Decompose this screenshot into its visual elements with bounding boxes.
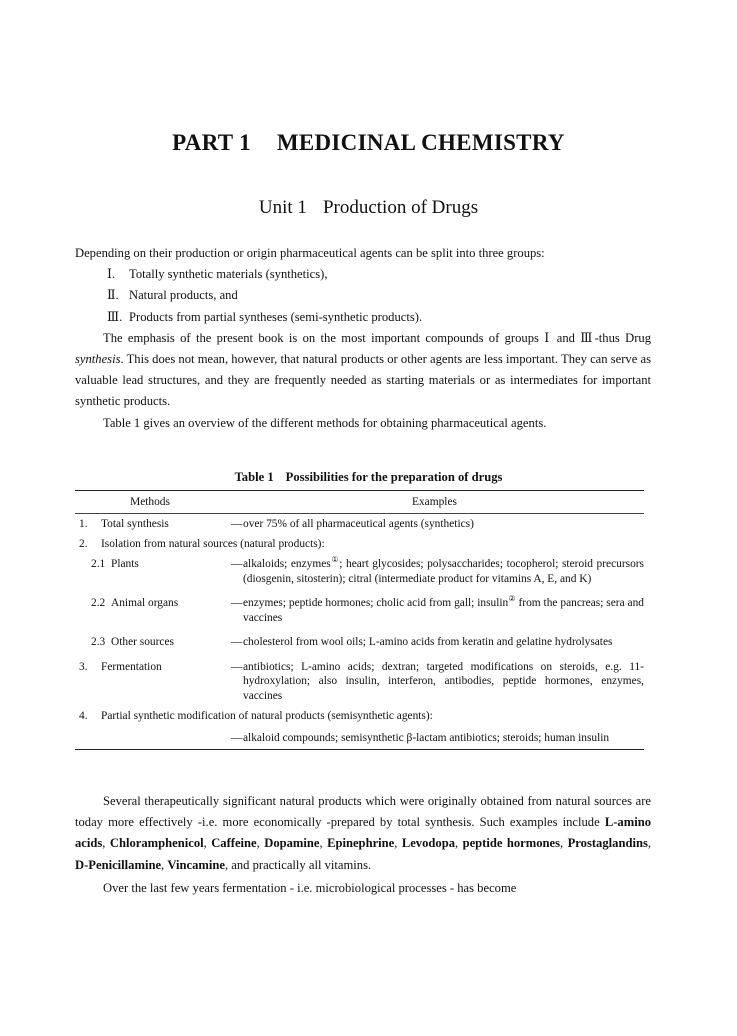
bold-example: D-Penicillamine bbox=[75, 857, 162, 872]
bold-example: Chloramphenicol bbox=[109, 836, 204, 851]
row-method: Fermentation bbox=[101, 660, 162, 673]
row-method: Total synthesis bbox=[101, 518, 169, 530]
preparation-table bbox=[75, 490, 644, 750]
row-example: alkaloids; enzymes bbox=[243, 558, 331, 570]
row-dash: — bbox=[231, 731, 243, 744]
bold-example: Epinephrine bbox=[327, 836, 395, 851]
table-row bbox=[75, 731, 644, 746]
separator: , bbox=[203, 836, 212, 851]
row-number: 4. bbox=[79, 710, 88, 722]
row-example: cholesterol from wool oils; L-amino acids from keratin and gelatine hydrolysates bbox=[243, 636, 613, 648]
row-method: Isolation from natural sources (natural products): bbox=[101, 537, 325, 550]
part-title: MEDICINAL CHEMISTRY bbox=[276, 130, 565, 155]
footnote-marker: ① bbox=[330, 555, 340, 565]
separator: , bbox=[455, 836, 463, 851]
emphasis-italic: synthesis bbox=[75, 352, 121, 367]
table-row bbox=[75, 660, 644, 704]
row-example: over 75% of all pharmaceutical agents (synthetics) bbox=[243, 518, 474, 530]
table-row bbox=[75, 596, 644, 625]
table-row bbox=[75, 557, 644, 586]
group-item bbox=[107, 285, 651, 306]
separator: , bbox=[647, 836, 652, 851]
table-row bbox=[75, 537, 644, 552]
bold-example: L-amino acids bbox=[75, 815, 651, 851]
row-number: 3. bbox=[79, 660, 88, 673]
table-header-row bbox=[75, 491, 644, 513]
part-label: PART 1 bbox=[172, 130, 251, 155]
row-number: 2. bbox=[79, 537, 88, 550]
fermentation-paragraph: Over the last few years fermentation - i.e. microbiological processes - has become bbox=[103, 880, 517, 895]
bold-example: Vincamine bbox=[167, 857, 225, 872]
table-caption-title: Possibilities for the preparation of drugs bbox=[285, 470, 503, 484]
group-number: Ⅲ. bbox=[107, 309, 123, 324]
part-heading bbox=[0, 130, 737, 156]
group-text: Products from partial syntheses (semi-synthetic products). bbox=[129, 309, 423, 324]
bold-example: Levodopa bbox=[401, 836, 455, 851]
unit-heading bbox=[0, 197, 737, 219]
table-intro-paragraph: Table 1 gives an overview of the different methods for obtaining pharmaceutical agents. bbox=[103, 415, 547, 430]
intro-paragraph: Depending on their production or origin pharmaceutical agents can be split into three groups: bbox=[75, 246, 545, 260]
row-method: Other sources bbox=[111, 636, 174, 648]
total-synthesis-paragraph bbox=[75, 791, 651, 876]
group-number: Ⅱ. bbox=[107, 288, 119, 303]
row-number: 2.3 bbox=[91, 636, 106, 648]
row-dash: — bbox=[231, 597, 243, 609]
header-methods: Methods bbox=[130, 496, 170, 508]
row-method: Plants bbox=[111, 558, 139, 570]
emphasis-paragraph bbox=[75, 328, 651, 413]
separator: , bbox=[256, 836, 265, 851]
row-example: antibiotics; L-amino acids; dextran; targeted modifications on steroids, e.g. 11-hydroxylation; also insulin, interferon, antibodies, peptide hormones, enzymes, vaccines bbox=[243, 660, 644, 702]
row-example: enzymes; peptide hormones; cholic acid from gall; insulin bbox=[243, 597, 509, 609]
group-text: Totally synthetic materials (synthetics), bbox=[129, 267, 328, 282]
unit-title: Production of Drugs bbox=[322, 197, 479, 218]
row-number: 2.2 bbox=[91, 597, 106, 609]
bold-example: Dopamine bbox=[264, 836, 320, 851]
row-dash: — bbox=[231, 558, 243, 570]
unit-label: Unit 1 bbox=[258, 197, 307, 218]
table-bottom-rule bbox=[75, 749, 644, 750]
table-row bbox=[75, 635, 644, 650]
header-examples: Examples bbox=[412, 496, 457, 508]
separator: , bbox=[394, 836, 402, 851]
separator: , bbox=[319, 836, 328, 851]
group-item bbox=[107, 307, 651, 328]
separator: , bbox=[102, 836, 110, 851]
paragraph-end: , and practically all vitamins. bbox=[224, 857, 372, 872]
intro-section bbox=[75, 243, 651, 434]
separator: , bbox=[161, 857, 168, 872]
groups-list bbox=[75, 264, 651, 328]
table-header-rule bbox=[75, 513, 644, 514]
row-example-cont: from the pancreas; sera and vaccines bbox=[243, 597, 644, 624]
group-item bbox=[107, 264, 651, 285]
table-row bbox=[75, 517, 644, 532]
emphasis-text: The emphasis of the present book is on the most important compounds of groups Ⅰ and Ⅲ-thus Drug bbox=[103, 330, 651, 345]
bold-example: Prostaglandins bbox=[567, 836, 648, 851]
closing-section bbox=[75, 791, 651, 899]
group-text: Natural products, and bbox=[129, 288, 238, 303]
paragraph-text: Several therapeutically significant natural products which were originally obtained from natural sources are today more effectively -i.e. more economically -prepared by total synthesis. Such examples include bbox=[75, 794, 651, 830]
table-row bbox=[75, 709, 644, 724]
separator: , bbox=[560, 836, 568, 851]
row-number: 2.1 bbox=[91, 558, 106, 570]
row-dash: — bbox=[231, 636, 243, 648]
row-example-cont: ; heart glycosides; polysaccharides; tocopherol; steroid precursors (diosgenin, sitosterin); citral (intermediate product for vitamins A, E, and K) bbox=[243, 558, 644, 585]
row-dash: — bbox=[231, 518, 243, 530]
table-caption-label: Table 1 bbox=[234, 470, 274, 484]
group-number: Ⅰ. bbox=[107, 267, 116, 282]
table-caption bbox=[0, 470, 737, 485]
footnote-marker: ② bbox=[508, 594, 516, 604]
row-example: alkaloid compounds; semisynthetic β-lactam antibiotics; steroids; human insulin bbox=[243, 731, 610, 744]
bold-example: Caffeine bbox=[211, 836, 257, 851]
emphasis-text-cont: . This does not mean, however, that natural products or other agents are less important. They can serve as valuable lead structures, and they are frequently needed as starting materials or as intermediates for important synthetic products. bbox=[75, 352, 651, 409]
row-method: Animal organs bbox=[111, 597, 179, 609]
row-dash: — bbox=[231, 660, 243, 673]
bold-example: peptide hormones bbox=[462, 836, 561, 851]
row-method: Partial synthetic modification of natural products (semisynthetic agents): bbox=[101, 710, 433, 722]
row-number: 1. bbox=[79, 518, 88, 530]
